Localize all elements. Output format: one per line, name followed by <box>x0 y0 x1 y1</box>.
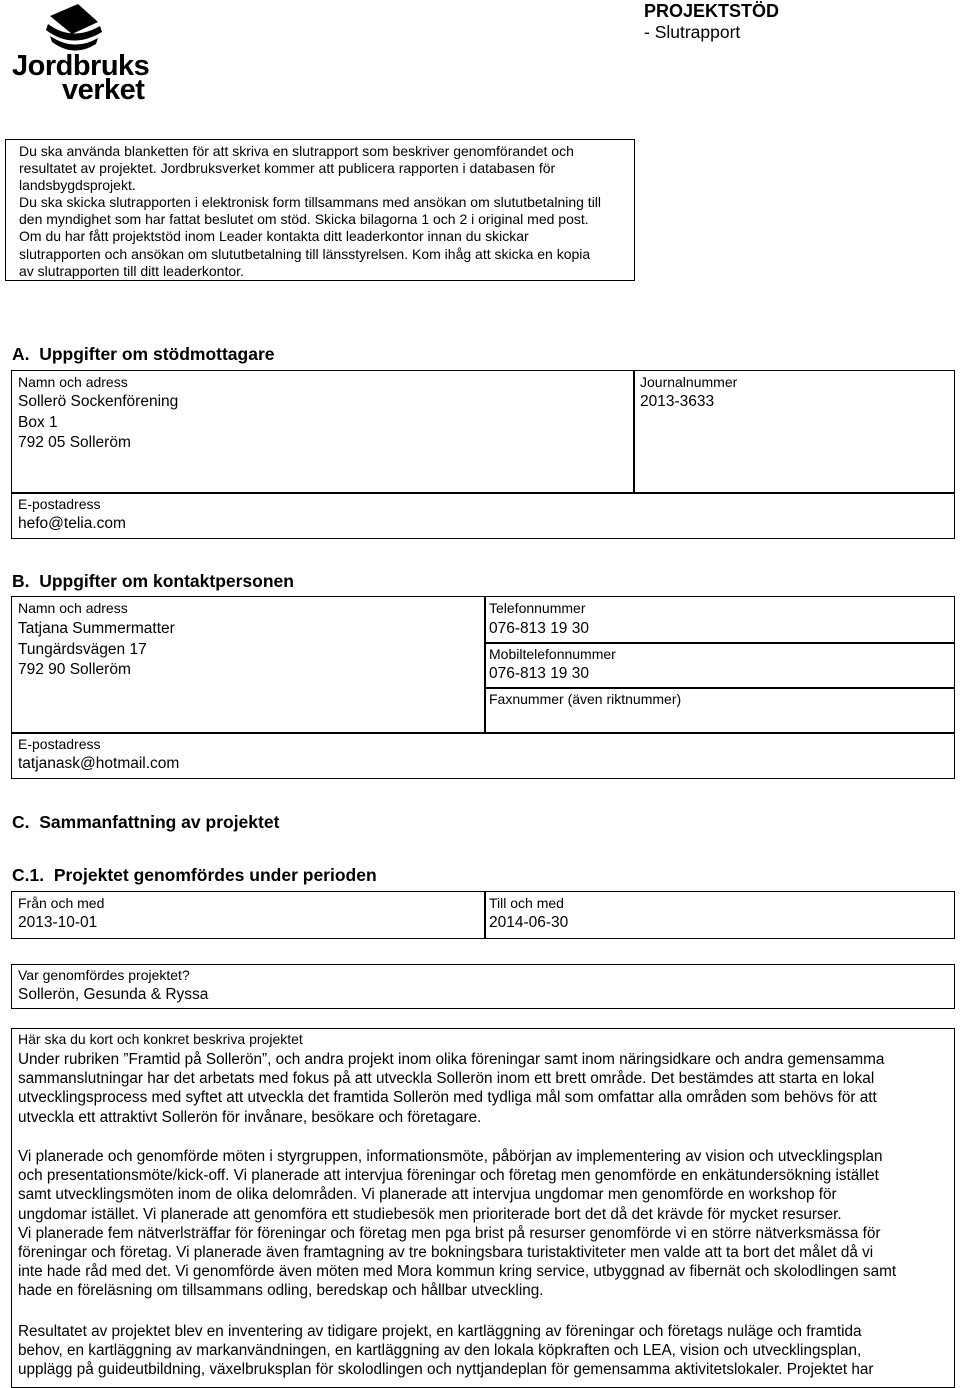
text-line: Under rubriken ”Framtid på Sollerön”, och andra projekt inom olika föreningar samt inom näringsidkare och andra gemensamma <box>18 1051 885 1068</box>
text-line: och presentationsmöte/kick-off. Vi planerade att intervjua föreningar och företag men genomförde en enkätundersökning istället <box>18 1167 879 1185</box>
intro-line: Du ska skicka slutrapporten i elektronisk form tillsammans med ansökan om slututbetalning till <box>19 194 602 211</box>
text-line: behov, en kartläggning av markanvändningen, en kartläggning av den lokala köpkraften och LEA, vision och utvecklingsplan, <box>18 1342 862 1360</box>
to-label: Till och med <box>489 895 564 911</box>
text-line: ungdomar istället. Vi planerade att genomföra ett studiebesök men prioriterade bort det då det krävde för mycket resurser. <box>18 1205 842 1223</box>
phone-value: 076-813 19 30 <box>489 620 589 637</box>
text-line: inte hade råd med det. Vi genomförde även möten med Mora kommun kring service, utbyggnad av fibernät och skolodlingen samt <box>18 1263 897 1281</box>
section-b-name-line: 792 90 Solleröm <box>18 661 131 678</box>
section-a-name-line: Sollerö Sockenförening <box>18 393 179 410</box>
text-line: sammanslutningar har det arbetats med fokus på att utveckla Sollerön inom ett brett område. Det bestämdes att starta en lokal <box>18 1070 875 1088</box>
journal-value: 2013-3633 <box>640 393 715 410</box>
description-paragraph-1 <box>18 1050 884 1127</box>
intro-line: av slutrapporten till ditt leaderkontor. <box>19 262 244 279</box>
phone-label: Telefonnummer <box>489 600 586 616</box>
logo-text-line-2: verket <box>62 74 145 106</box>
from-value: 2013-10-01 <box>18 914 98 931</box>
intro-line: slutrapporten och ansökan om slututbetalning till länsstyrelsen. Kom ihåg att skicka en kopia <box>19 245 591 262</box>
description-label: Här ska du kort och konkret beskriva projektet <box>18 1031 303 1047</box>
section-b-name-line: Tatjana Summermatter <box>18 620 175 637</box>
text-line: Resultatet av projektet blev en inventering av tidigare projekt, en kartläggning av föreningar och företags nuläge och framtida <box>18 1323 862 1340</box>
from-label: Från och med <box>18 895 105 911</box>
section-b-email-value: tatjanask@hotmail.com <box>18 755 180 772</box>
text-line: utvecklingsprocess med syftet att utveckla det framtida Sollerön med tydliga mål som omfattar alla områden som behövs för att <box>18 1089 877 1107</box>
text-line: samt utvecklingsmöten inom de olika delområden. Vi planerade att intervjua ungdomar men genomförde en workshop för <box>18 1186 837 1204</box>
mobile-label: Mobiltelefonnummer <box>489 646 616 662</box>
intro-line: landsbygdsprojekt. <box>19 177 136 194</box>
to-value: 2014-06-30 <box>489 914 569 931</box>
description-paragraph-2 <box>18 1147 896 1301</box>
section-b-name-line: Tungärdsvägen 17 <box>18 641 147 658</box>
location-value: Sollerön, Gesunda & Ryssa <box>18 986 209 1003</box>
location-label: Var genomfördes projektet? <box>18 967 190 983</box>
section-a-name-line: 792 05 Solleröm <box>18 434 131 451</box>
logo <box>12 2 150 106</box>
section-b-name-label: Namn och adress <box>18 600 128 616</box>
section-b-email-label: E-postadress <box>18 736 101 752</box>
journal-label: Journalnummer <box>640 374 738 390</box>
text-line: Vi planerade fem nätverlsträffar för föreningar och företag men pga brist på resurser genomförde vi en större nätverksmässa för <box>18 1224 881 1242</box>
section-c-heading: C. Sammanfattning av projektet <box>12 812 280 832</box>
fax-label: Faxnummer (även riktnummer) <box>489 691 682 707</box>
intro-line: resultatet av projektet. Jordbruksverket kommer att publicera rapporten i databasen för <box>19 160 556 177</box>
document-subtitle: - Slutrapport <box>644 22 741 42</box>
section-a-name-label: Namn och adress <box>18 374 128 390</box>
intro-line: Om du har fått projektstöd inom Leader kontakta ditt leaderkontor innan du skickar <box>19 228 529 245</box>
mobile-value: 076-813 19 30 <box>489 665 589 682</box>
section-a-name-line: Box 1 <box>18 414 58 431</box>
text-line: hade en föreläsning om tillsammans odling, beredskap och hållbar utveckling. <box>18 1282 544 1300</box>
section-a-email-value: hefo@telia.com <box>18 515 126 532</box>
text-line: Vi planerade och genomförde möten i styrgruppen, informationsmöte, påbörjan av implementering av vision och utvecklingsplan <box>18 1148 883 1165</box>
intro-line: den myndighet som har fattat beslutet om stöd. Skicka bilagorna 1 och 2 i original med post. <box>19 211 589 228</box>
logo-text-line-1: Jordbruks <box>12 50 150 82</box>
section-c1-heading: C.1. Projektet genomfördes under perioden <box>12 865 377 885</box>
intro-box <box>5 139 635 281</box>
text-line: utveckla ett attraktivt Sollerön för invånare, besökare och företagare. <box>18 1108 482 1126</box>
text-line: upplägg på guideutbildning, växelbruksplan för skolodlingen och nyttjandeplan för gemensamma aktivitetslokaler. Projektet har <box>18 1361 874 1379</box>
section-a-email-label: E-postadress <box>18 496 101 512</box>
description-paragraph-3 <box>18 1322 873 1380</box>
text-line: föreningar och företag. Vi planerade även framtagning av tre bokningsbara turistaktiviteter men valde att ta bort det målet då vi <box>18 1244 874 1262</box>
document-title: PROJEKTSTÖD <box>644 1 780 21</box>
intro-line: Du ska använda blanketten för att skriva en slutrapport som beskriver genomförandet och <box>19 143 574 159</box>
section-a-email-box <box>11 492 955 539</box>
section-b-heading: B. Uppgifter om kontaktpersonen <box>12 571 294 591</box>
section-a-heading: A. Uppgifter om stödmottagare <box>12 344 275 364</box>
